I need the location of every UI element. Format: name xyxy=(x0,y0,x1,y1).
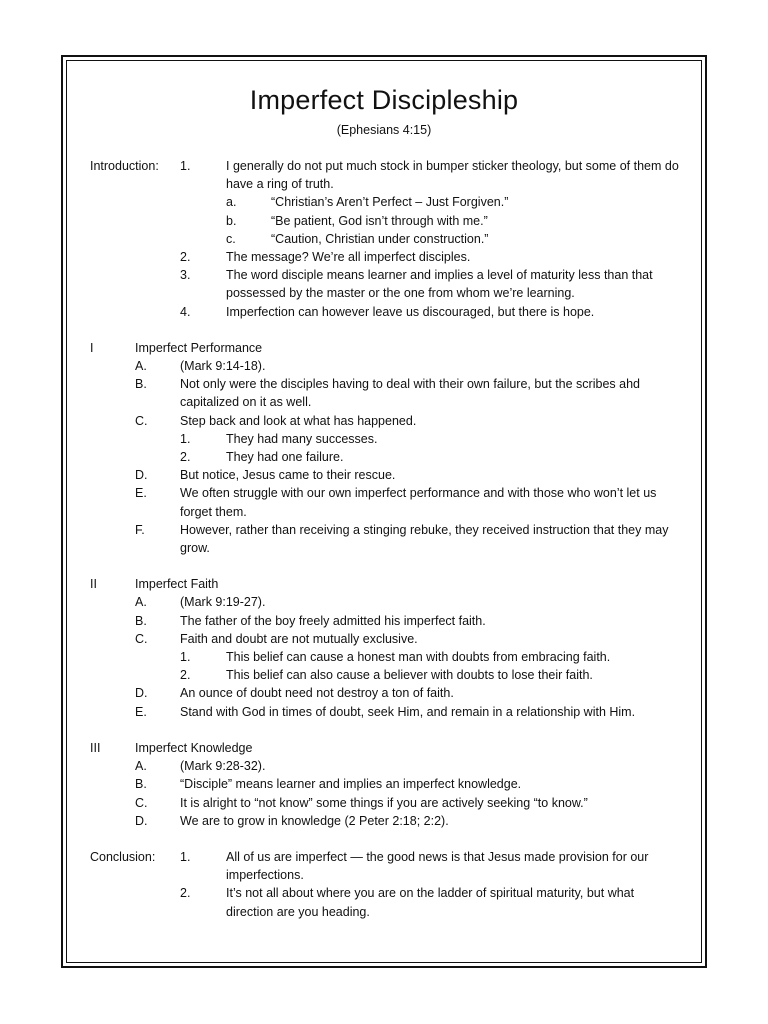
item-letter: b. xyxy=(226,213,237,228)
intro-item xyxy=(90,266,690,302)
item-letter: A. xyxy=(135,359,147,374)
outline-body xyxy=(90,157,690,921)
outline-subitem xyxy=(90,448,690,466)
conclusion-item xyxy=(90,848,690,884)
item-text: Step back and look at what has happened. xyxy=(180,413,417,428)
item-text-continued: possessed by the master or the one from whom we’re learning. xyxy=(226,286,575,301)
item-text: Faith and doubt are not mutually exclusive. xyxy=(180,631,418,646)
section-imperfect-faith xyxy=(90,575,690,721)
intro-subitem xyxy=(90,193,690,211)
outline-item xyxy=(90,757,690,775)
outline-item xyxy=(90,375,690,411)
item-text: I generally do not put much stock in bumper sticker theology, but some of them do xyxy=(226,159,679,173)
item-text: “Be patient, God isn’t through with me.” xyxy=(271,213,488,228)
outline-item xyxy=(90,612,690,630)
item-number: 1. xyxy=(180,849,191,864)
outline-item xyxy=(90,775,690,793)
item-text: Not only were the disciples having to deal with their own failure, but the scribes ahd xyxy=(180,377,640,392)
conclusion-item xyxy=(90,884,690,920)
item-text: (Mark 9:14-18). xyxy=(180,359,266,374)
item-letter: C. xyxy=(135,795,148,810)
item-text: It is alright to “not know” some things if you are actively seeking “to know.” xyxy=(180,795,588,810)
item-text-continued: forget them. xyxy=(180,504,247,519)
item-text: (Mark 9:28-32). xyxy=(180,759,266,774)
item-letter: D. xyxy=(135,813,148,828)
intro-subitem xyxy=(90,212,690,230)
outline-item xyxy=(90,412,690,430)
item-letter: a. xyxy=(226,195,237,210)
item-text: “Disciple” means learner and implies an imperfect knowledge. xyxy=(180,777,522,792)
outline-item xyxy=(90,703,690,721)
item-text: Stand with God in times of doubt, seek Him, and remain in a relationship with Him. xyxy=(180,704,636,719)
item-text: An ounce of doubt need not destroy a ton of faith. xyxy=(180,686,454,701)
item-letter: A. xyxy=(135,759,147,774)
item-text-continued: capitalized on it as well. xyxy=(180,395,312,410)
intro-item xyxy=(90,157,690,193)
item-text: “Christian’s Aren’t Perfect – Just Forgiven.” xyxy=(271,195,509,210)
page-title: Imperfect Discipleship xyxy=(249,85,519,115)
section-heading-row xyxy=(90,739,690,757)
outline-item xyxy=(90,466,690,484)
item-letter: B. xyxy=(135,613,147,628)
outline-item xyxy=(90,630,690,648)
item-letter: c. xyxy=(226,231,236,246)
item-letter: A. xyxy=(135,595,147,610)
item-text: The word disciple means learner and implies a level of maturity less than that xyxy=(226,268,653,283)
item-letter: F. xyxy=(135,522,145,537)
item-number: 2. xyxy=(180,250,191,265)
item-text: The father of the boy freely admitted his imperfect faith. xyxy=(180,613,486,628)
item-letter: E. xyxy=(135,486,147,501)
item-text: We often struggle with our own imperfect performance and with those who won’t let us xyxy=(180,486,657,501)
introduction-section xyxy=(90,157,690,321)
item-text: But notice, Jesus came to their rescue. xyxy=(180,468,396,483)
scripture-reference: (Ephesians 4:15) xyxy=(336,123,432,137)
item-text: The message? We’re all imperfect disciples. xyxy=(226,250,471,265)
outline-subitem xyxy=(90,666,690,684)
item-letter: C. xyxy=(135,413,148,428)
item-number: 2. xyxy=(180,450,191,465)
item-text: (Mark 9:19-27). xyxy=(180,595,266,610)
item-text: “Caution, Christian under construction.” xyxy=(271,231,489,246)
conclusion-section xyxy=(90,848,690,921)
outline-item xyxy=(90,521,690,557)
section-numeral: II xyxy=(90,577,97,592)
item-text-continued: have a ring of truth. xyxy=(226,177,334,192)
item-text-continued: grow. xyxy=(180,541,210,556)
intro-item xyxy=(90,303,690,321)
item-text: All of us are imperfect — the good news is that Jesus made provision for our xyxy=(226,849,649,864)
intro-item xyxy=(90,248,690,266)
item-text: This belief can cause a honest man with doubts from embracing faith. xyxy=(226,650,611,665)
section-heading: Imperfect Performance xyxy=(135,340,263,355)
outline-subitem xyxy=(90,430,690,448)
outline-item xyxy=(90,593,690,611)
item-text: We are to grow in knowledge (2 Peter 2:18; 2:2). xyxy=(180,813,449,828)
outline-subitem xyxy=(90,648,690,666)
section-heading-row xyxy=(90,339,690,357)
section-numeral: I xyxy=(90,340,94,355)
item-number: 2. xyxy=(180,886,191,901)
outline-item xyxy=(90,794,690,812)
item-text: However, rather than receiving a stinging rebuke, they received instruction that they may xyxy=(180,522,669,537)
item-letter: D. xyxy=(135,468,148,483)
item-text-continued: direction are you heading. xyxy=(226,904,370,919)
section-heading: Imperfect Faith xyxy=(135,577,219,592)
item-number: 2. xyxy=(180,668,191,683)
intro-subitem xyxy=(90,230,690,248)
item-letter: B. xyxy=(135,377,147,392)
item-number: 1. xyxy=(180,431,191,446)
section-numeral: III xyxy=(90,740,101,755)
item-letter: C. xyxy=(135,631,148,646)
outline-item xyxy=(90,684,690,702)
section-heading-row xyxy=(90,575,690,593)
item-text: This belief can also cause a believer with doubts to lose their faith. xyxy=(226,668,593,683)
item-text: They had one failure. xyxy=(226,450,344,465)
section-imperfect-performance xyxy=(90,339,690,557)
item-text: Imperfection can however leave us discouraged, but there is hope. xyxy=(226,304,595,319)
item-letter: E. xyxy=(135,704,147,719)
item-text-continued: imperfections. xyxy=(226,868,304,883)
section-imperfect-knowledge xyxy=(90,739,690,830)
outline-item xyxy=(90,357,690,375)
item-text: It’s not all about where you are on the ladder of spiritual maturity, but what xyxy=(226,886,635,901)
item-letter: D. xyxy=(135,686,148,701)
item-number: 1. xyxy=(180,159,191,173)
item-number: 1. xyxy=(180,650,191,665)
section-heading: Imperfect Knowledge xyxy=(135,740,253,755)
item-number: 4. xyxy=(180,304,191,319)
outline-item xyxy=(90,484,690,520)
conclusion-label: Conclusion: xyxy=(90,849,156,864)
introduction-label: Introduction: xyxy=(90,159,159,173)
outline-item xyxy=(90,812,690,830)
item-letter: B. xyxy=(135,777,147,792)
item-number: 3. xyxy=(180,268,191,283)
item-text: They had many successes. xyxy=(226,431,378,446)
